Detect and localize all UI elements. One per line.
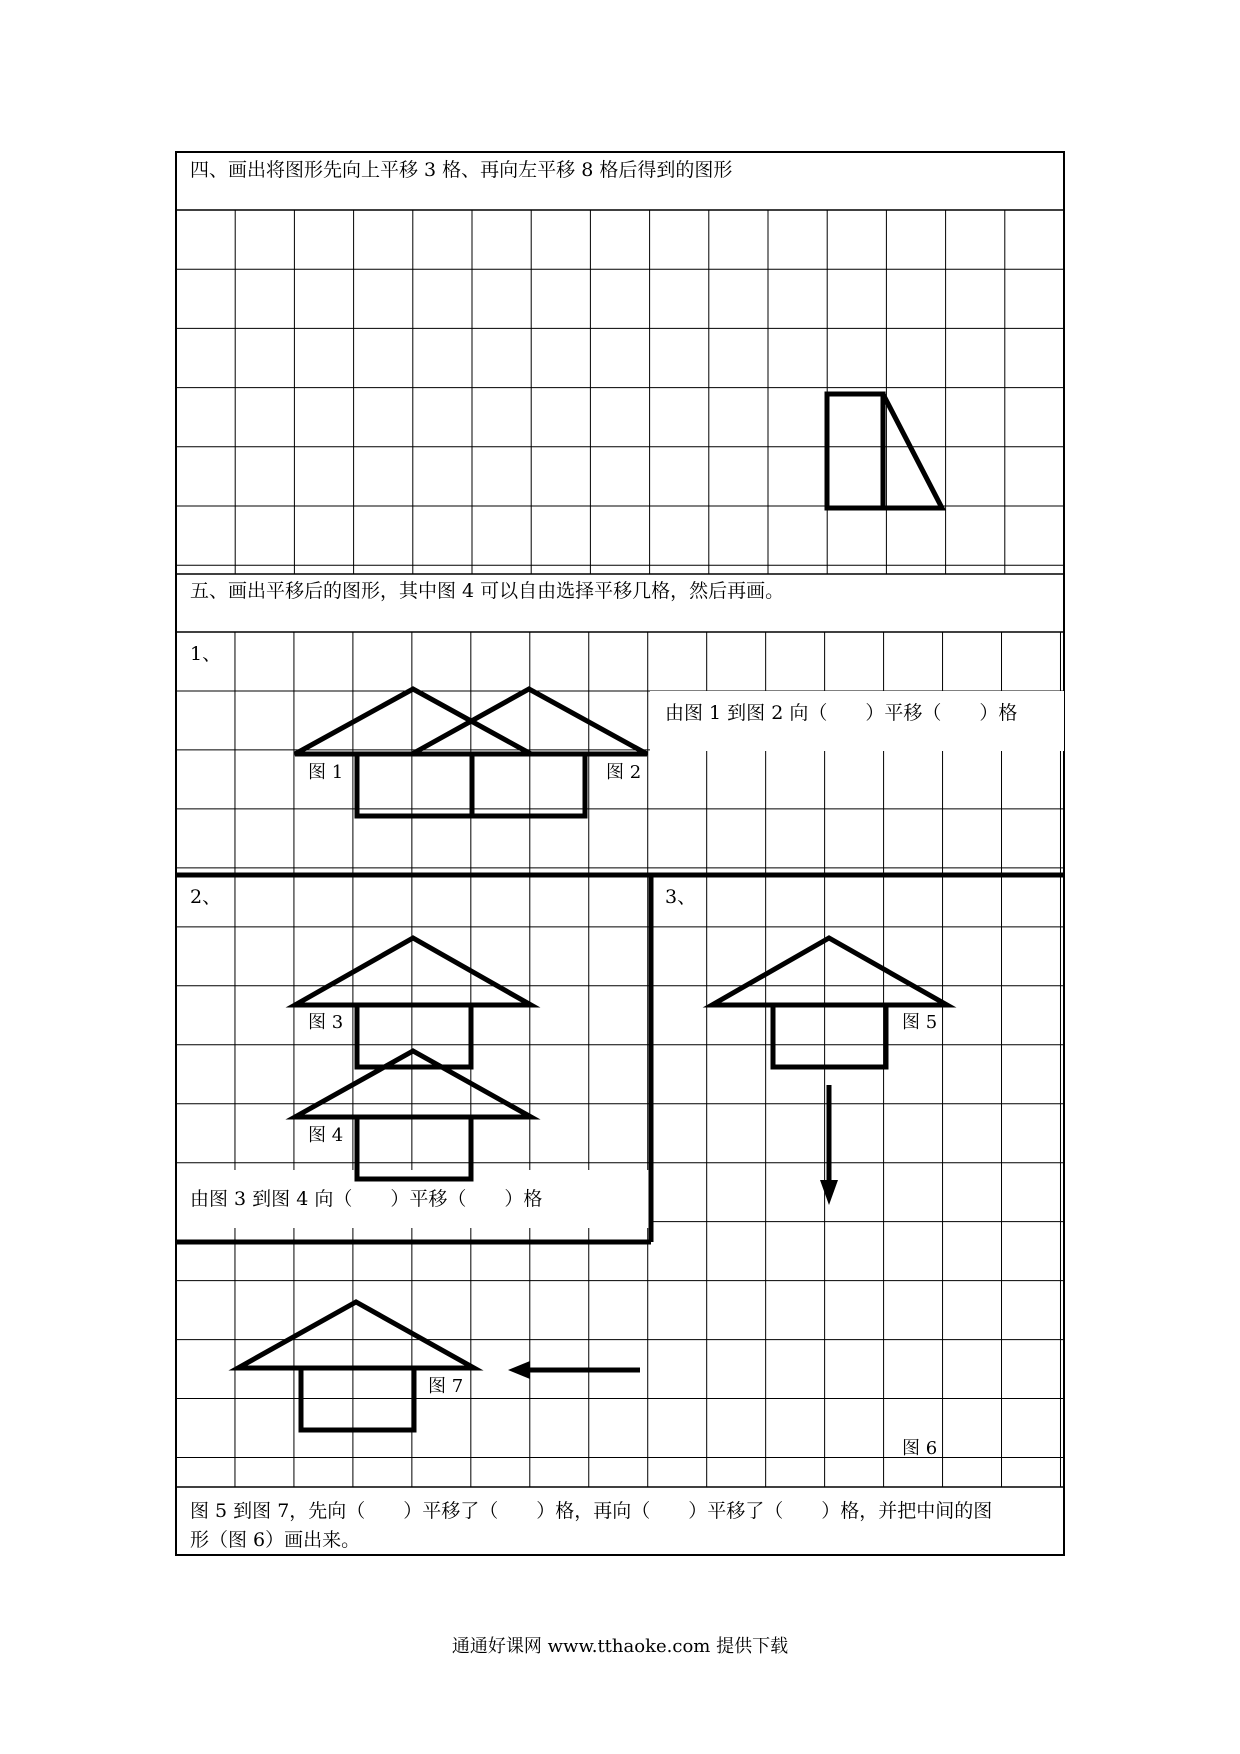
figure-7-house bbox=[238, 1302, 474, 1430]
grid-section5 bbox=[176, 632, 1064, 1487]
part1-question: 由图 1 到图 2 向（ ）平移（ ）格 bbox=[665, 702, 1018, 724]
label-fig1: 图 1 bbox=[308, 762, 344, 783]
figure-4-house bbox=[295, 1051, 531, 1179]
left-arrow-icon bbox=[508, 1361, 640, 1379]
section5-title: 五、画出平移后的图形，其中图 4 可以自由选择平移几格，然后再画。 bbox=[190, 580, 785, 602]
part2-number: 2、 bbox=[190, 886, 222, 908]
label-fig4: 图 4 bbox=[308, 1125, 344, 1146]
section4-shape bbox=[827, 394, 942, 508]
figure-3-house bbox=[295, 938, 531, 1067]
label-fig5: 图 5 bbox=[902, 1012, 938, 1033]
footer-credit: 通通好课网 www.tthaoke.com 提供下载 bbox=[451, 1636, 789, 1657]
down-arrow-icon bbox=[820, 1085, 838, 1205]
label-fig3: 图 3 bbox=[308, 1012, 344, 1033]
part3-question-line2: 形（图 6）画出来。 bbox=[190, 1529, 361, 1551]
figure-5-house bbox=[712, 938, 947, 1067]
page-frame bbox=[176, 152, 1064, 1555]
section4-title: 四、画出将图形先向上平移 3 格、再向左平移 8 格后得到的图形 bbox=[190, 159, 733, 181]
label-fig6: 图 6 bbox=[902, 1438, 938, 1459]
label-fig7: 图 7 bbox=[428, 1376, 464, 1397]
part3-number: 3、 bbox=[665, 886, 697, 908]
part3-question-line1: 图 5 到图 7，先向（ ）平移了（ ）格，再向（ ）平移了（ ）格，并把中间的图 bbox=[190, 1500, 993, 1522]
part2-question: 由图 3 到图 4 向（ ）平移（ ）格 bbox=[190, 1188, 543, 1210]
grid-section4 bbox=[176, 210, 1064, 574]
part1-number: 1、 bbox=[190, 643, 222, 665]
label-fig2: 图 2 bbox=[606, 762, 642, 783]
